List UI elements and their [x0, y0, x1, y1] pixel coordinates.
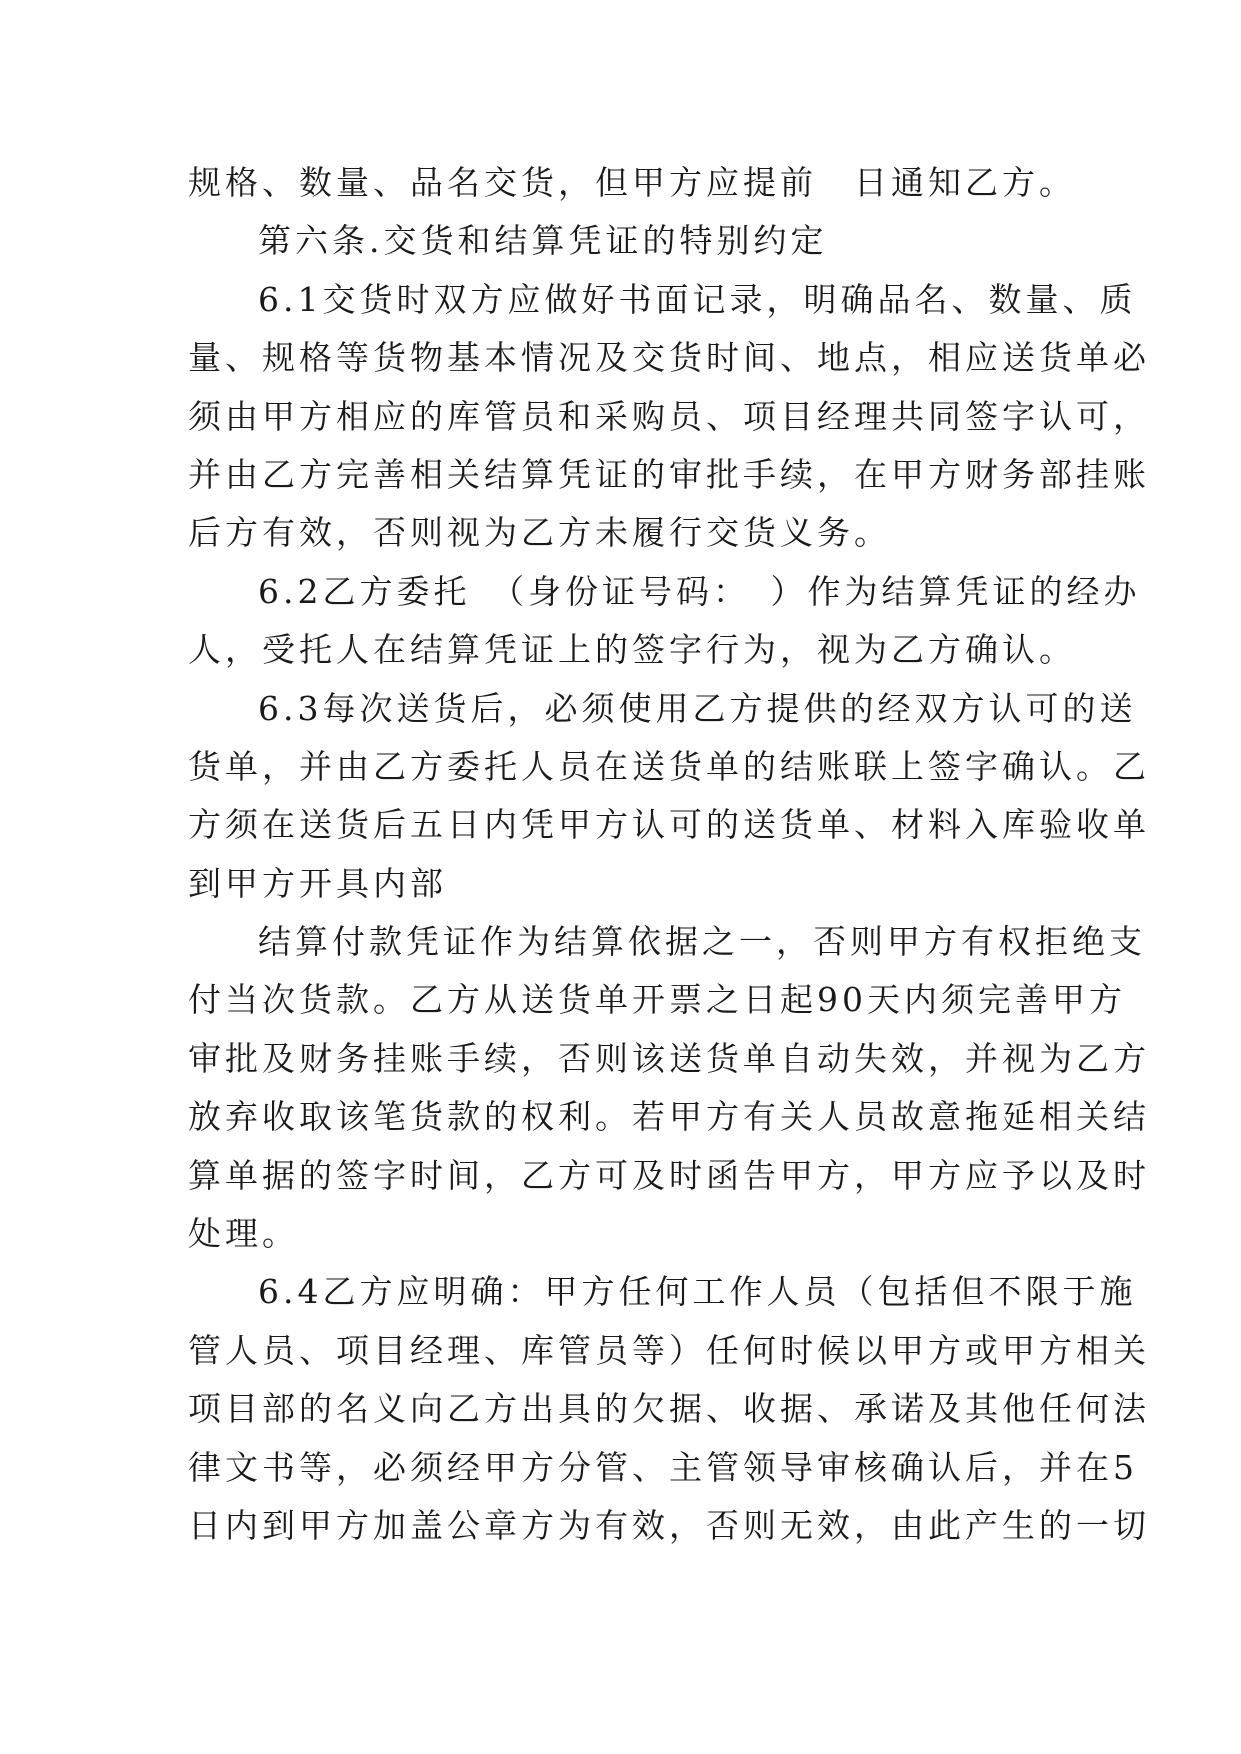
text-line: 付当次货款。乙方从送货单开票之日起90天内须完善甲方 — [188, 980, 1126, 1020]
text-line: 货单，并由乙方委托人员在送货单的结账联上签字确认。乙 — [188, 746, 1150, 786]
text-line: 项目部的名义向乙方出具的欠据、收据、承诺及其他任何法 — [188, 1389, 1150, 1429]
text-line: 6.3每次送货后，必须使用乙方提供的经双方认可的送 — [258, 688, 1137, 728]
text-line: 并由乙方完善相关结算凭证的审批手续，在甲方财务部挂账 — [188, 454, 1150, 494]
text-line: 量、规格等货物基本情况及交货时间、地点，相应送货单必 — [188, 338, 1150, 378]
text-line: 到甲方开具内部 — [188, 863, 447, 903]
text-line: 日内到甲方加盖公章方为有效，否则无效，由此产生的一切 — [188, 1505, 1150, 1545]
text-line: 6.4乙方应明确：甲方任何工作人员（包括但不限于施 — [258, 1272, 1137, 1312]
text-line: 管人员、项目经理、库管员等）任何时候以甲方或甲方相关 — [188, 1330, 1150, 1370]
document-body — [188, 154, 1150, 1555]
text-line: 后方有效，否则视为乙方未履行交货义务。 — [188, 513, 891, 553]
text-line: 处理。 — [188, 1214, 299, 1254]
article-heading: 第六条.交货和结算凭证的特别约定 — [258, 221, 828, 261]
text-line: 律文书等，必须经甲方分管、主管领导审核确认后，并在5 — [188, 1447, 1138, 1487]
text-line: 算单据的签字时间，乙方可及时函告甲方，甲方应予以及时 — [188, 1155, 1150, 1195]
text-line: 放弃收取该笔货款的权利。若甲方有关人员故意拖延相关结 — [188, 1097, 1150, 1137]
text-line: 6.1交货时双方应做好书面记录，明确品名、数量、质 — [258, 279, 1137, 319]
text-line: 须由甲方相应的库管员和采购员、项目经理共同签字认可， — [188, 396, 1150, 436]
text-line: 方须在送货后五日内凭甲方认可的送货单、材料入库验收单 — [188, 805, 1150, 845]
text-line: 审批及财务挂账手续，否则该送货单自动失效，并视为乙方 — [188, 1038, 1150, 1078]
text-line: 规格、数量、品名交货，但甲方应提前 日通知乙方。 — [188, 163, 1076, 202]
text-line: 人，受托人在结算凭证上的签字行为，视为乙方确认。 — [188, 630, 1076, 670]
text-line: 结算付款凭证作为结算依据之一，否则甲方有权拒绝支 — [258, 922, 1146, 962]
text-line: 6.2乙方委托 （身份证号码： ）作为结算凭证的经办 — [258, 571, 1141, 611]
